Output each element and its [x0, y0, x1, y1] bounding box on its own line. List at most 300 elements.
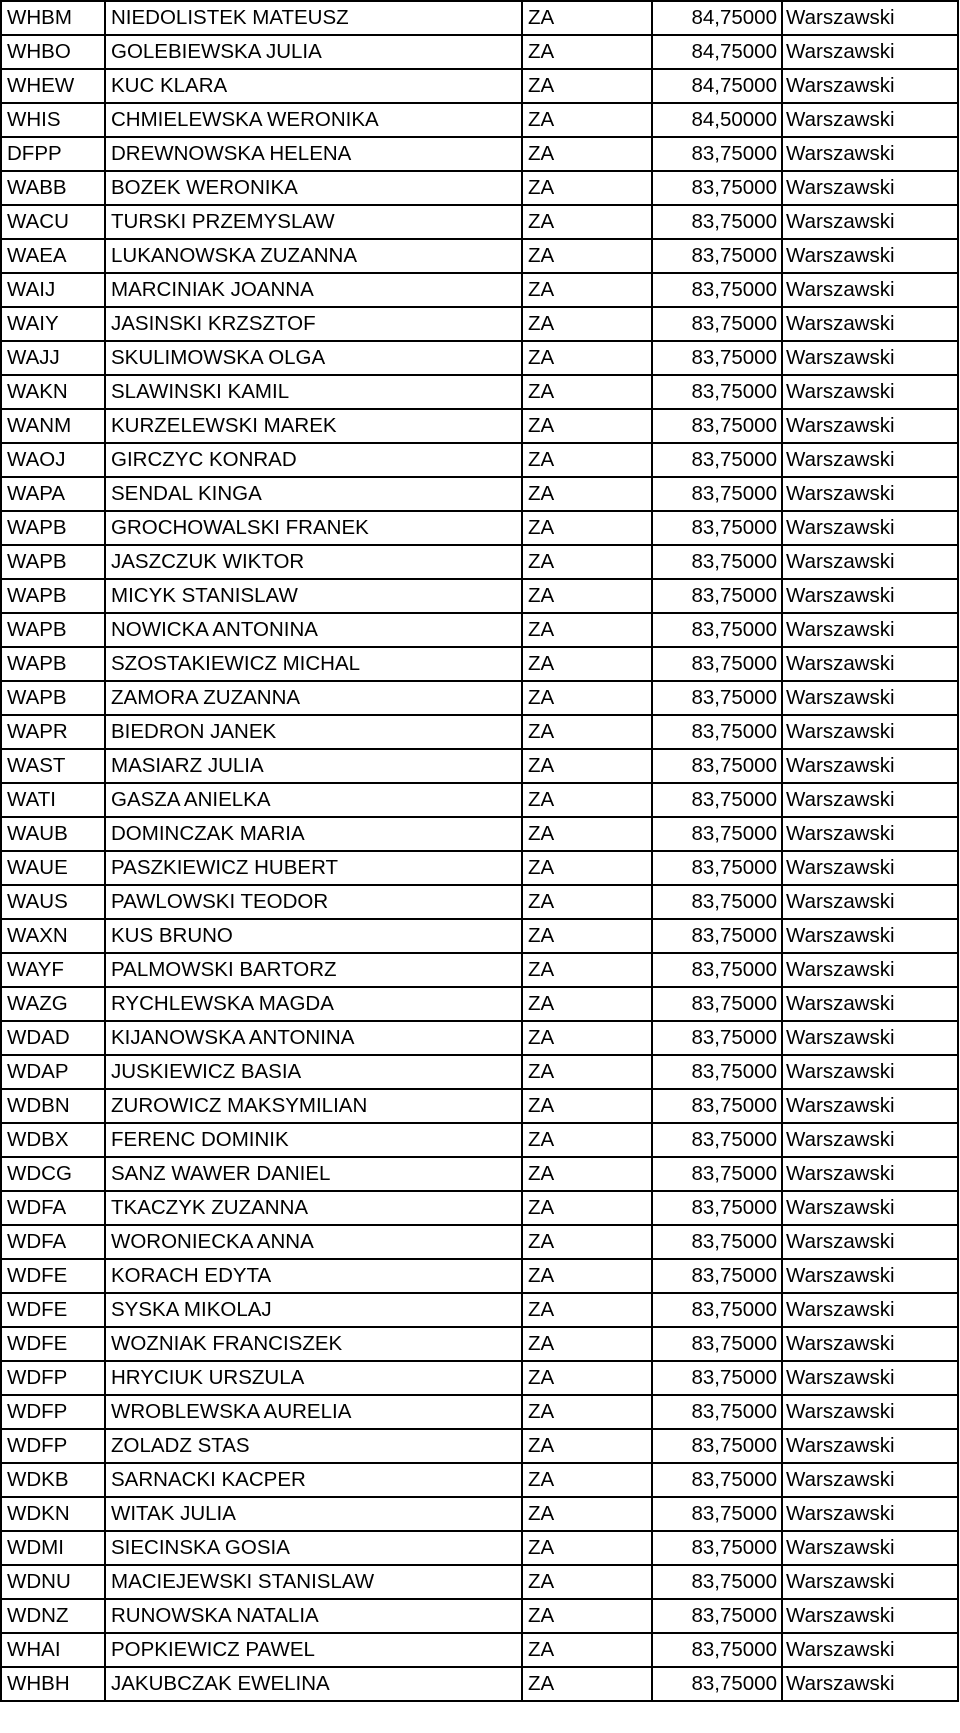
name-cell: KORACH EDYTA [105, 1259, 522, 1293]
name-cell: PASZKIEWICZ HUBERT [105, 851, 522, 885]
score-cell: 84,50000 [652, 103, 782, 137]
code-cell: WAPB [1, 681, 105, 715]
name-cell: DREWNOWSKA HELENA [105, 137, 522, 171]
score-cell: 83,75000 [652, 851, 782, 885]
table-row [1, 239, 958, 273]
name-cell: SARNACKI KACPER [105, 1463, 522, 1497]
score-cell: 83,75000 [652, 1497, 782, 1531]
score-cell: 83,75000 [652, 171, 782, 205]
score-cell: 83,75000 [652, 1191, 782, 1225]
table-row [1, 1327, 958, 1361]
table-row [1, 783, 958, 817]
district-cell: Warszawski [782, 1463, 958, 1497]
score-cell: 83,75000 [652, 1259, 782, 1293]
district-cell: Warszawski [782, 919, 958, 953]
status-cell: ZA [522, 1, 652, 35]
status-cell: ZA [522, 1497, 652, 1531]
district-cell: Warszawski [782, 1565, 958, 1599]
score-cell: 83,75000 [652, 1123, 782, 1157]
score-cell: 84,75000 [652, 35, 782, 69]
code-cell: DFPP [1, 137, 105, 171]
district-cell: Warszawski [782, 1089, 958, 1123]
name-cell: NIEDOLISTEK MATEUSZ [105, 1, 522, 35]
district-cell: Warszawski [782, 579, 958, 613]
code-cell: WAPA [1, 477, 105, 511]
score-cell: 83,75000 [652, 919, 782, 953]
name-cell: MASIARZ JULIA [105, 749, 522, 783]
name-cell: MACIEJEWSKI STANISLAW [105, 1565, 522, 1599]
score-cell: 83,75000 [652, 1361, 782, 1395]
code-cell: WDFP [1, 1395, 105, 1429]
district-cell: Warszawski [782, 817, 958, 851]
code-cell: WAPB [1, 579, 105, 613]
name-cell: TKACZYK ZUZANNA [105, 1191, 522, 1225]
table-row [1, 613, 958, 647]
table-row [1, 1361, 958, 1395]
name-cell: ZUROWICZ MAKSYMILIAN [105, 1089, 522, 1123]
table-row [1, 919, 958, 953]
name-cell: RYCHLEWSKA MAGDA [105, 987, 522, 1021]
table-row [1, 1055, 958, 1089]
status-cell: ZA [522, 1361, 652, 1395]
district-cell: Warszawski [782, 1293, 958, 1327]
code-cell: WAST [1, 749, 105, 783]
status-cell: ZA [522, 1225, 652, 1259]
code-cell: WHEW [1, 69, 105, 103]
table-row [1, 749, 958, 783]
status-cell: ZA [522, 715, 652, 749]
status-cell: ZA [522, 205, 652, 239]
status-cell: ZA [522, 103, 652, 137]
district-cell: Warszawski [782, 1259, 958, 1293]
table-row [1, 273, 958, 307]
name-cell: KURZELEWSKI MAREK [105, 409, 522, 443]
name-cell: SKULIMOWSKA OLGA [105, 341, 522, 375]
score-cell: 83,75000 [652, 1463, 782, 1497]
name-cell: KUC KLARA [105, 69, 522, 103]
district-cell: Warszawski [782, 1, 958, 35]
score-cell: 84,75000 [652, 1, 782, 35]
name-cell: POPKIEWICZ PAWEL [105, 1633, 522, 1667]
district-cell: Warszawski [782, 409, 958, 443]
table-row [1, 1463, 958, 1497]
code-cell: WAKN [1, 375, 105, 409]
status-cell: ZA [522, 171, 652, 205]
district-cell: Warszawski [782, 987, 958, 1021]
name-cell: CHMIELEWSKA WERONIKA [105, 103, 522, 137]
status-cell: ZA [522, 307, 652, 341]
score-cell: 83,75000 [652, 1667, 782, 1701]
score-cell: 83,75000 [652, 511, 782, 545]
table-row [1, 307, 958, 341]
score-cell: 83,75000 [652, 715, 782, 749]
code-cell: WAJJ [1, 341, 105, 375]
code-cell: WDFE [1, 1259, 105, 1293]
score-cell: 83,75000 [652, 1565, 782, 1599]
name-cell: NOWICKA ANTONINA [105, 613, 522, 647]
code-cell: WAYF [1, 953, 105, 987]
table-row [1, 1225, 958, 1259]
score-cell: 83,75000 [652, 1225, 782, 1259]
name-cell: WORONIECKA ANNA [105, 1225, 522, 1259]
score-cell: 83,75000 [652, 1531, 782, 1565]
score-cell: 84,75000 [652, 69, 782, 103]
table-row [1, 375, 958, 409]
code-cell: WDBN [1, 1089, 105, 1123]
district-cell: Warszawski [782, 341, 958, 375]
district-cell: Warszawski [782, 1395, 958, 1429]
district-cell: Warszawski [782, 613, 958, 647]
code-cell: WAUB [1, 817, 105, 851]
score-cell: 83,75000 [652, 205, 782, 239]
status-cell: ZA [522, 1089, 652, 1123]
name-cell: WOZNIAK FRANCISZEK [105, 1327, 522, 1361]
table-row [1, 1021, 958, 1055]
name-cell: GASZA ANIELKA [105, 783, 522, 817]
district-cell: Warszawski [782, 1191, 958, 1225]
name-cell: GOLEBIEWSKA JULIA [105, 35, 522, 69]
status-cell: ZA [522, 1191, 652, 1225]
name-cell: DOMINCZAK MARIA [105, 817, 522, 851]
name-cell: SENDAL KINGA [105, 477, 522, 511]
table-row [1, 477, 958, 511]
table-row [1, 171, 958, 205]
score-cell: 83,75000 [652, 987, 782, 1021]
code-cell: WDKB [1, 1463, 105, 1497]
table-row [1, 1259, 958, 1293]
table-row [1, 137, 958, 171]
score-cell: 83,75000 [652, 1327, 782, 1361]
district-cell: Warszawski [782, 885, 958, 919]
code-cell: WDBX [1, 1123, 105, 1157]
score-cell: 83,75000 [652, 545, 782, 579]
name-cell: WITAK JULIA [105, 1497, 522, 1531]
district-cell: Warszawski [782, 1667, 958, 1701]
results-table-body [1, 1, 958, 1701]
status-cell: ZA [522, 919, 652, 953]
score-cell: 83,75000 [652, 273, 782, 307]
score-cell: 83,75000 [652, 375, 782, 409]
name-cell: WROBLEWSKA AURELIA [105, 1395, 522, 1429]
table-row [1, 103, 958, 137]
name-cell: FERENC DOMINIK [105, 1123, 522, 1157]
score-cell: 83,75000 [652, 953, 782, 987]
name-cell: SIECINSKA GOSIA [105, 1531, 522, 1565]
district-cell: Warszawski [782, 681, 958, 715]
status-cell: ZA [522, 1157, 652, 1191]
table-row [1, 1, 958, 35]
name-cell: KIJANOWSKA ANTONINA [105, 1021, 522, 1055]
code-cell: WDCG [1, 1157, 105, 1191]
district-cell: Warszawski [782, 239, 958, 273]
code-cell: WACU [1, 205, 105, 239]
status-cell: ZA [522, 35, 652, 69]
score-cell: 83,75000 [652, 307, 782, 341]
code-cell: WHBH [1, 1667, 105, 1701]
name-cell: HRYCIUK URSZULA [105, 1361, 522, 1395]
score-cell: 83,75000 [652, 1293, 782, 1327]
name-cell: GIRCZYC KONRAD [105, 443, 522, 477]
table-row [1, 409, 958, 443]
code-cell: WDFP [1, 1429, 105, 1463]
code-cell: WAPB [1, 511, 105, 545]
score-cell: 83,75000 [652, 1395, 782, 1429]
status-cell: ZA [522, 511, 652, 545]
code-cell: WDNZ [1, 1599, 105, 1633]
score-cell: 83,75000 [652, 817, 782, 851]
code-cell: WATI [1, 783, 105, 817]
score-cell: 83,75000 [652, 647, 782, 681]
code-cell: WAZG [1, 987, 105, 1021]
name-cell: JUSKIEWICZ BASIA [105, 1055, 522, 1089]
name-cell: ZAMORA ZUZANNA [105, 681, 522, 715]
status-cell: ZA [522, 545, 652, 579]
score-cell: 83,75000 [652, 885, 782, 919]
score-cell: 83,75000 [652, 409, 782, 443]
table-row [1, 681, 958, 715]
code-cell: WAOJ [1, 443, 105, 477]
score-cell: 83,75000 [652, 341, 782, 375]
district-cell: Warszawski [782, 511, 958, 545]
table-row [1, 1293, 958, 1327]
name-cell: SZOSTAKIEWICZ MICHAL [105, 647, 522, 681]
table-row [1, 35, 958, 69]
code-cell: WAPB [1, 613, 105, 647]
name-cell: TURSKI PRZEMYSLAW [105, 205, 522, 239]
status-cell: ZA [522, 273, 652, 307]
district-cell: Warszawski [782, 1599, 958, 1633]
name-cell: BOZEK WERONIKA [105, 171, 522, 205]
code-cell: WDAP [1, 1055, 105, 1089]
district-cell: Warszawski [782, 1157, 958, 1191]
table-row [1, 1531, 958, 1565]
district-cell: Warszawski [782, 35, 958, 69]
code-cell: WDKN [1, 1497, 105, 1531]
status-cell: ZA [522, 1463, 652, 1497]
status-cell: ZA [522, 477, 652, 511]
district-cell: Warszawski [782, 443, 958, 477]
table-row [1, 1497, 958, 1531]
name-cell: JASINSKI KRZSZTOF [105, 307, 522, 341]
table-row [1, 1089, 958, 1123]
status-cell: ZA [522, 1429, 652, 1463]
code-cell: WAPB [1, 545, 105, 579]
status-cell: ZA [522, 1055, 652, 1089]
status-cell: ZA [522, 1123, 652, 1157]
name-cell: MARCINIAK JOANNA [105, 273, 522, 307]
district-cell: Warszawski [782, 783, 958, 817]
score-cell: 83,75000 [652, 1157, 782, 1191]
name-cell: MICYK STANISLAW [105, 579, 522, 613]
name-cell: SLAWINSKI KAMIL [105, 375, 522, 409]
name-cell: SYSKA MIKOLAJ [105, 1293, 522, 1327]
status-cell: ZA [522, 1531, 652, 1565]
code-cell: WAUE [1, 851, 105, 885]
district-cell: Warszawski [782, 851, 958, 885]
district-cell: Warszawski [782, 69, 958, 103]
district-cell: Warszawski [782, 375, 958, 409]
status-cell: ZA [522, 137, 652, 171]
status-cell: ZA [522, 783, 652, 817]
status-cell: ZA [522, 749, 652, 783]
score-cell: 83,75000 [652, 681, 782, 715]
district-cell: Warszawski [782, 647, 958, 681]
table-row [1, 341, 958, 375]
district-cell: Warszawski [782, 749, 958, 783]
table-row [1, 579, 958, 613]
table-row [1, 987, 958, 1021]
code-cell: WDFA [1, 1225, 105, 1259]
code-cell: WABB [1, 171, 105, 205]
code-cell: WHBO [1, 35, 105, 69]
code-cell: WDNU [1, 1565, 105, 1599]
table-row [1, 1123, 958, 1157]
district-cell: Warszawski [782, 1327, 958, 1361]
table-row [1, 1565, 958, 1599]
table-row [1, 443, 958, 477]
name-cell: JASZCZUK WIKTOR [105, 545, 522, 579]
code-cell: WAIY [1, 307, 105, 341]
district-cell: Warszawski [782, 545, 958, 579]
status-cell: ZA [522, 443, 652, 477]
district-cell: Warszawski [782, 171, 958, 205]
name-cell: PAWLOWSKI TEODOR [105, 885, 522, 919]
table-row [1, 1429, 958, 1463]
name-cell: ZOLADZ STAS [105, 1429, 522, 1463]
status-cell: ZA [522, 1633, 652, 1667]
status-cell: ZA [522, 375, 652, 409]
code-cell: WDAD [1, 1021, 105, 1055]
table-row [1, 1633, 958, 1667]
code-cell: WDFE [1, 1327, 105, 1361]
name-cell: SANZ WAWER DANIEL [105, 1157, 522, 1191]
district-cell: Warszawski [782, 137, 958, 171]
status-cell: ZA [522, 885, 652, 919]
district-cell: Warszawski [782, 715, 958, 749]
district-cell: Warszawski [782, 103, 958, 137]
name-cell: PALMOWSKI BARTORZ [105, 953, 522, 987]
code-cell: WAPR [1, 715, 105, 749]
code-cell: WDMI [1, 1531, 105, 1565]
table-row [1, 647, 958, 681]
score-cell: 83,75000 [652, 579, 782, 613]
status-cell: ZA [522, 1021, 652, 1055]
table-row [1, 953, 958, 987]
status-cell: ZA [522, 817, 652, 851]
code-cell: WHBM [1, 1, 105, 35]
score-cell: 83,75000 [652, 239, 782, 273]
district-cell: Warszawski [782, 205, 958, 239]
table-row [1, 715, 958, 749]
name-cell: JAKUBCZAK EWELINA [105, 1667, 522, 1701]
code-cell: WANM [1, 409, 105, 443]
score-cell: 83,75000 [652, 1055, 782, 1089]
table-row [1, 1191, 958, 1225]
code-cell: WDFP [1, 1361, 105, 1395]
code-cell: WAPB [1, 647, 105, 681]
district-cell: Warszawski [782, 1055, 958, 1089]
code-cell: WHIS [1, 103, 105, 137]
name-cell: LUKANOWSKA ZUZANNA [105, 239, 522, 273]
code-cell: WAUS [1, 885, 105, 919]
table-row [1, 851, 958, 885]
name-cell: RUNOWSKA NATALIA [105, 1599, 522, 1633]
district-cell: Warszawski [782, 953, 958, 987]
table-row [1, 545, 958, 579]
status-cell: ZA [522, 1565, 652, 1599]
code-cell: WAIJ [1, 273, 105, 307]
score-cell: 83,75000 [652, 1021, 782, 1055]
score-cell: 83,75000 [652, 749, 782, 783]
score-cell: 83,75000 [652, 1089, 782, 1123]
table-row [1, 511, 958, 545]
status-cell: ZA [522, 341, 652, 375]
table-row [1, 885, 958, 919]
status-cell: ZA [522, 647, 652, 681]
score-cell: 83,75000 [652, 783, 782, 817]
score-cell: 83,75000 [652, 477, 782, 511]
status-cell: ZA [522, 1259, 652, 1293]
table-row [1, 1157, 958, 1191]
score-cell: 83,75000 [652, 443, 782, 477]
table-row [1, 69, 958, 103]
status-cell: ZA [522, 613, 652, 647]
table-row [1, 817, 958, 851]
table-row [1, 205, 958, 239]
status-cell: ZA [522, 239, 652, 273]
code-cell: WHAI [1, 1633, 105, 1667]
district-cell: Warszawski [782, 1497, 958, 1531]
district-cell: Warszawski [782, 1021, 958, 1055]
name-cell: BIEDRON JANEK [105, 715, 522, 749]
status-cell: ZA [522, 1599, 652, 1633]
score-cell: 83,75000 [652, 1599, 782, 1633]
code-cell: WDFE [1, 1293, 105, 1327]
status-cell: ZA [522, 953, 652, 987]
district-cell: Warszawski [782, 477, 958, 511]
status-cell: ZA [522, 409, 652, 443]
code-cell: WAXN [1, 919, 105, 953]
district-cell: Warszawski [782, 1123, 958, 1157]
table-row [1, 1599, 958, 1633]
status-cell: ZA [522, 681, 652, 715]
score-cell: 83,75000 [652, 137, 782, 171]
status-cell: ZA [522, 1293, 652, 1327]
district-cell: Warszawski [782, 1531, 958, 1565]
status-cell: ZA [522, 1667, 652, 1701]
name-cell: GROCHOWALSKI FRANEK [105, 511, 522, 545]
status-cell: ZA [522, 1327, 652, 1361]
status-cell: ZA [522, 851, 652, 885]
district-cell: Warszawski [782, 273, 958, 307]
table-row [1, 1667, 958, 1701]
score-cell: 83,75000 [652, 613, 782, 647]
status-cell: ZA [522, 579, 652, 613]
code-cell: WDFA [1, 1191, 105, 1225]
status-cell: ZA [522, 987, 652, 1021]
name-cell: KUS BRUNO [105, 919, 522, 953]
status-cell: ZA [522, 69, 652, 103]
district-cell: Warszawski [782, 1633, 958, 1667]
score-cell: 83,75000 [652, 1429, 782, 1463]
district-cell: Warszawski [782, 307, 958, 341]
table-row [1, 1395, 958, 1429]
score-cell: 83,75000 [652, 1633, 782, 1667]
district-cell: Warszawski [782, 1225, 958, 1259]
district-cell: Warszawski [782, 1361, 958, 1395]
status-cell: ZA [522, 1395, 652, 1429]
district-cell: Warszawski [782, 1429, 958, 1463]
